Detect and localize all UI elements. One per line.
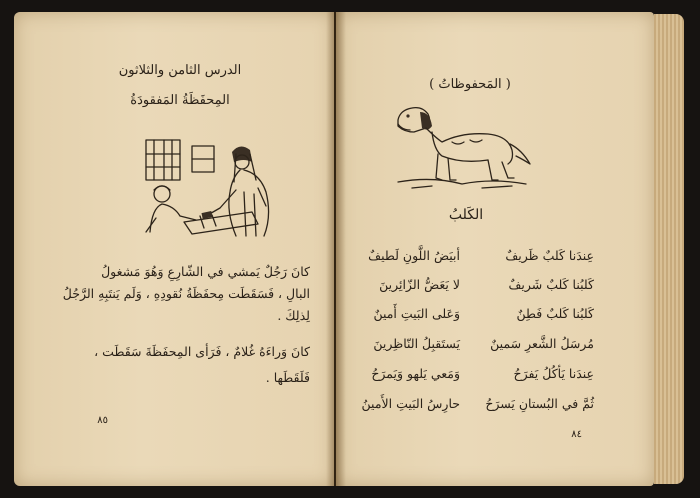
lesson-title: الدرس الثامن والثلاثون [118,63,242,78]
paragraph-1-line-3: لِذلِكَ . [277,308,310,323]
lesson-subtitle: المِحفَظَةُ المَفقودَةُ [130,93,230,108]
paragraph-1-line-1: كانَ رَجُلٌ يَمشي في الشّارِعِ وَهُوَ مَشغولُ [101,264,310,279]
poem-line-5-second-half: وَمَعي يَلهو وَيَمرَحُ [371,366,460,381]
memorization-section-title: ( المَحفوظاتُ ) [429,77,511,92]
page-edges [654,14,684,484]
right-page-number: ٨٤ [571,429,582,440]
man-handing-wallet-illustration [140,132,290,238]
poem-line-1-second-half: أبيَضُ اللَّونِ لَطيفٌ [368,248,460,263]
poem-line-2-first-half: كَلبُنا كَلبٌ شَريفٌ [508,277,594,292]
poem-line-3-second-half: وَعَلى البَيتِ أَمينٌ [373,306,460,321]
poem-line-2-second-half: لا يَعَضُّ الزّائِرينَ [379,277,460,292]
paragraph-2-line-1: كانَ وَراءَهُ غُلامٌ ، فَرَأى المِحفَظَةَ سَقَطَت ، [94,344,310,359]
dog-illustration [392,98,532,194]
poem-line-4-second-half: يَستَقبِلُ النّاظِرينَ [373,336,460,351]
left-page [14,12,334,486]
poem-line-6-second-half: حارِسُ البَيتِ الأَمينُ [361,396,460,411]
book-gutter [326,12,346,486]
poem-line-3-first-half: كَلبُنا كَلبٌ فَطِنٌ [516,306,594,321]
paragraph-2-line-2: فَلَقَطَها . [265,370,310,385]
poem-line-6-first-half: ثُمَّ في البُستانِ يَسرَحُ [485,396,594,411]
poem-line-5-first-half: عِندَنا يَأكُلُ يَفرَحُ [513,366,594,381]
poem-line-4-first-half: مُرسَلُ الشَّعرِ سَمينٌ [490,336,594,351]
poem-title: الكَلبُ [448,207,484,223]
left-page-number: ٨٥ [97,415,108,426]
poem-line-1-first-half: عِندَنا كَلبٌ ظَريفٌ [505,248,594,263]
paragraph-1-line-2: البالِ ، فَسَقَطَت مِحفَظَةُ نُقودِهِ ، وَلَم يَنتَبِهِ الرَّجُلُ [62,286,310,301]
